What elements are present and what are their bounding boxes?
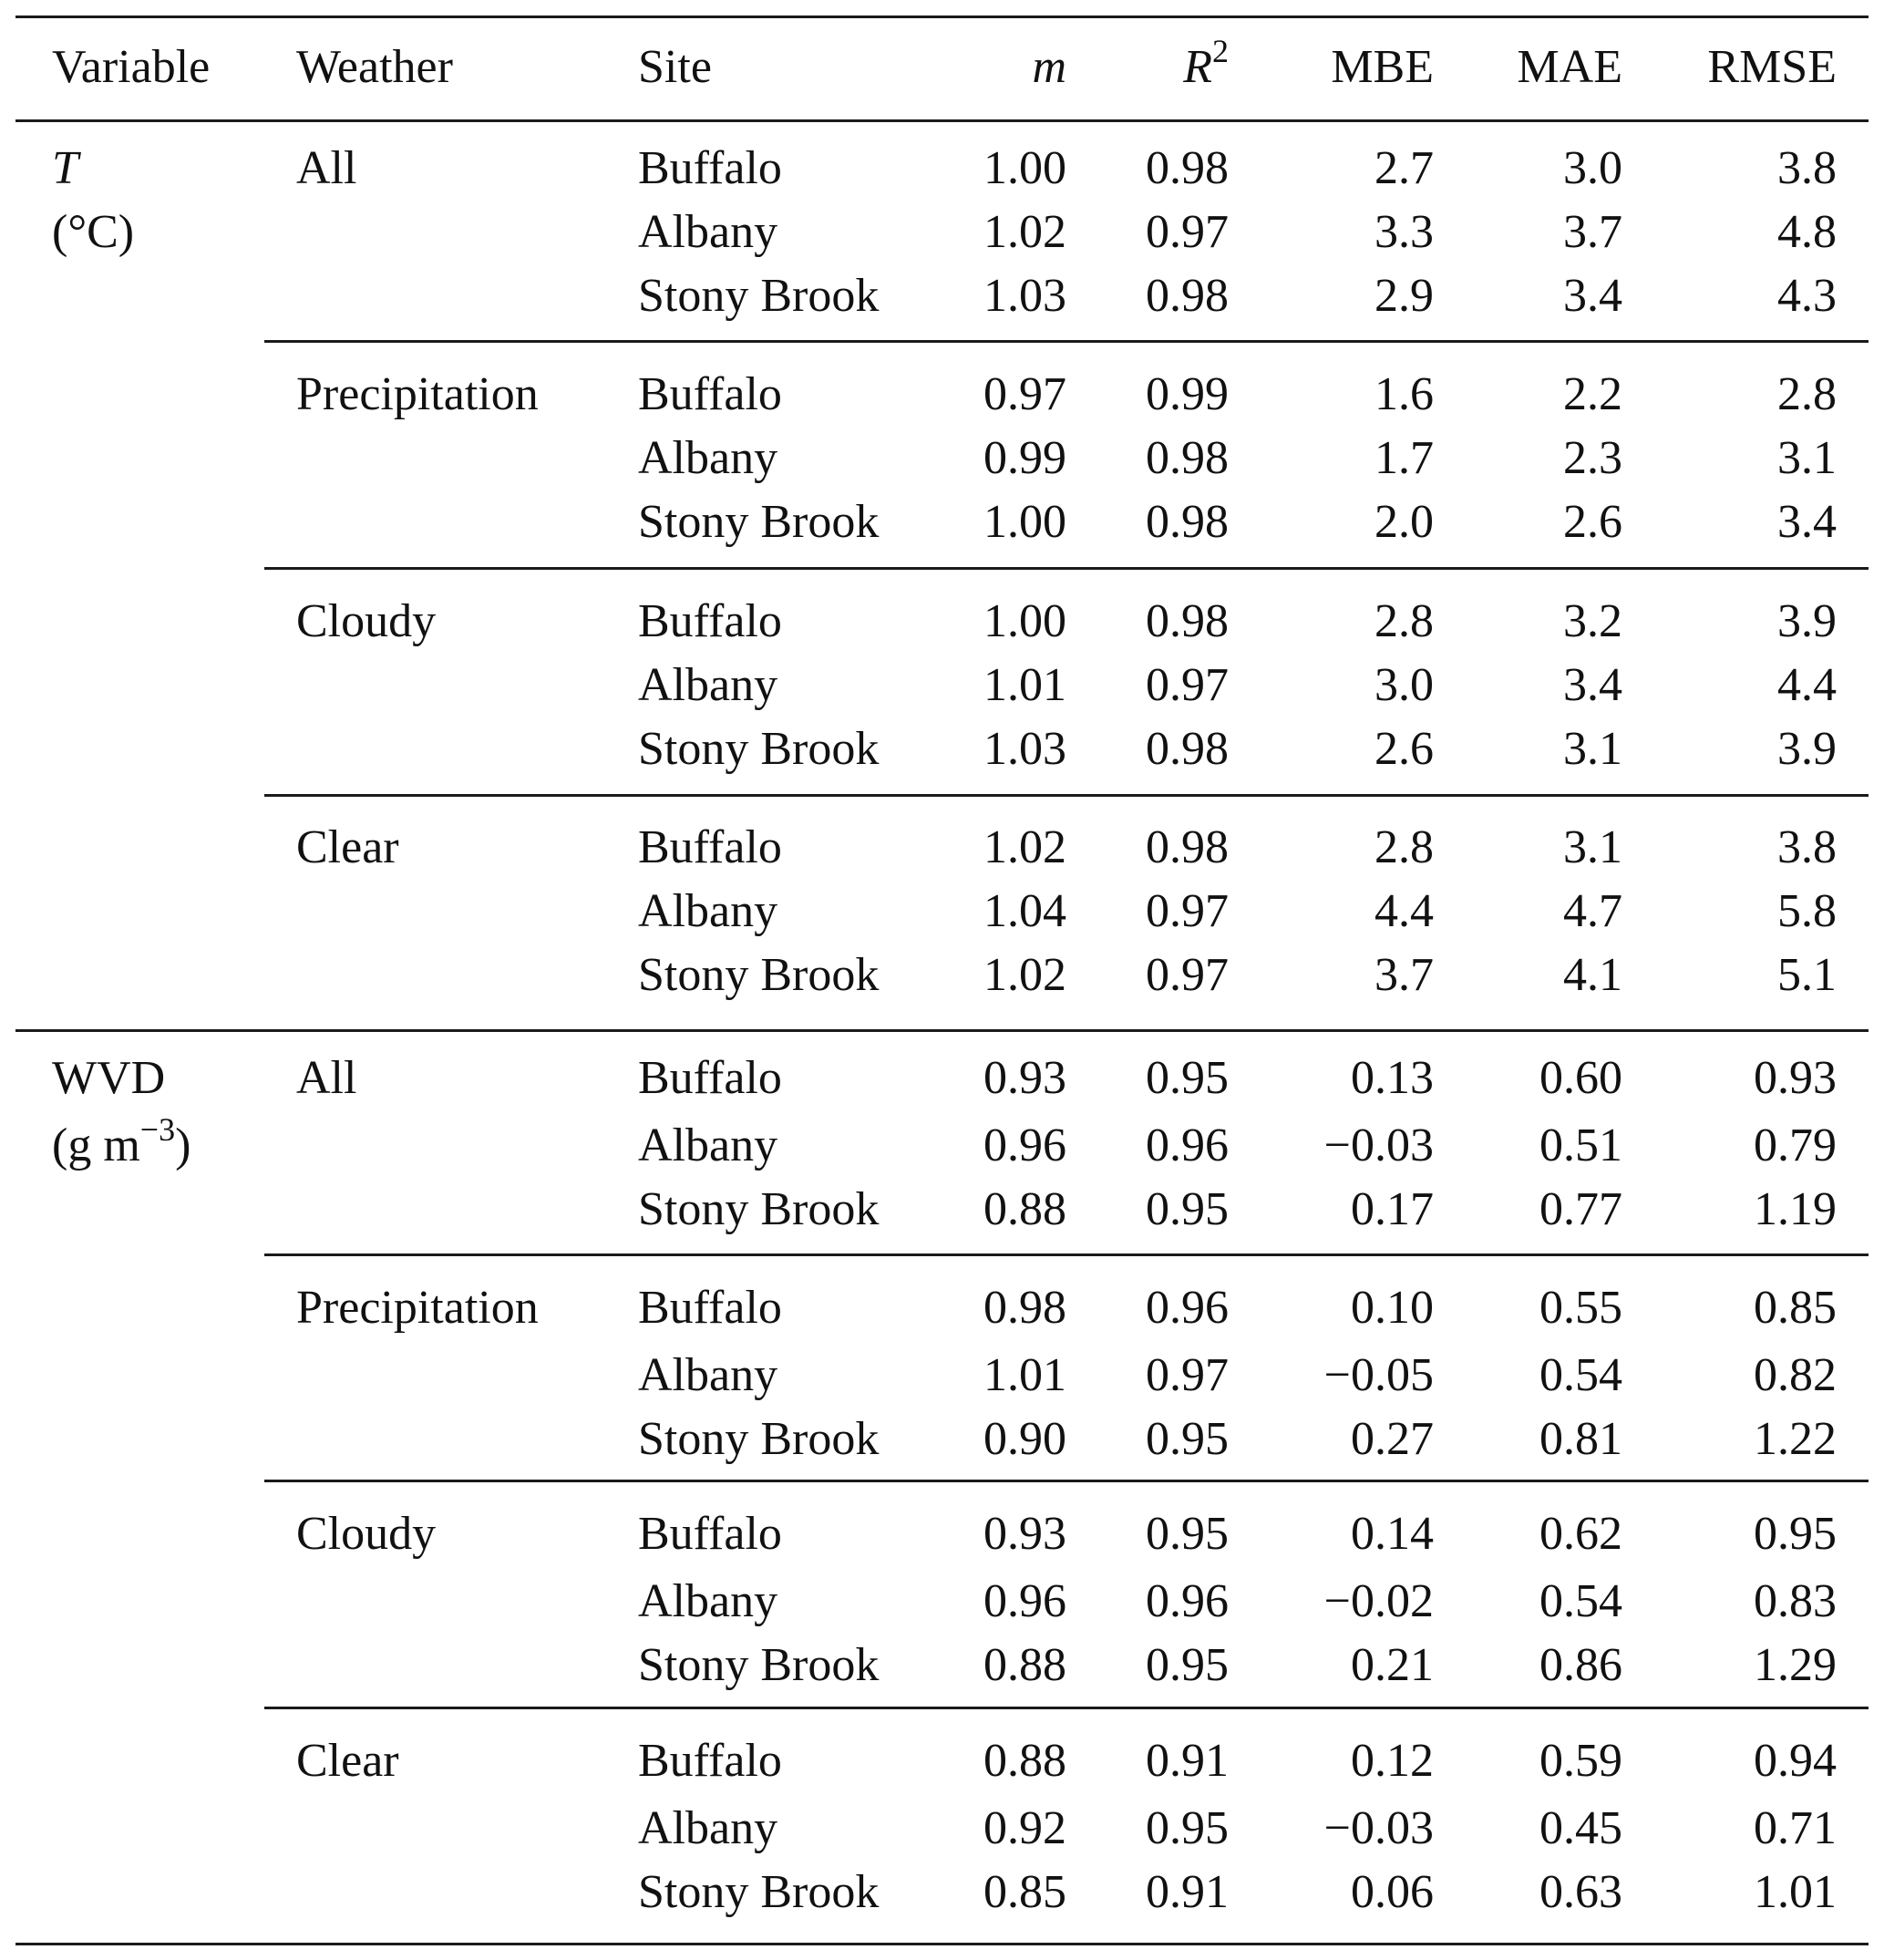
- value-rmse: 0.93: [1754, 1052, 1837, 1104]
- value-mae: 0.59: [1539, 1735, 1622, 1787]
- value-mae: 2.3: [1563, 432, 1622, 484]
- value-mae: 0.86: [1539, 1639, 1622, 1691]
- value-rmse: 3.9: [1777, 723, 1837, 775]
- variable-label: WVD: [52, 1052, 166, 1104]
- value-rmse: 0.79: [1754, 1119, 1837, 1171]
- site-name: Buffalo: [638, 1282, 782, 1334]
- value-m: 0.90: [983, 1413, 1066, 1465]
- value-r2: 0.91: [1146, 1735, 1229, 1787]
- value-mbe: 2.8: [1374, 595, 1434, 647]
- weather-label: Precipitation: [296, 1282, 539, 1334]
- value-rmse: 3.9: [1777, 595, 1837, 647]
- value-r2: 0.95: [1146, 1183, 1229, 1235]
- header-rule: [15, 119, 1869, 122]
- value-m: 1.03: [983, 723, 1066, 775]
- site-name: Buffalo: [638, 595, 782, 647]
- site-name: Albany: [638, 1119, 778, 1171]
- top-rule: [15, 15, 1869, 18]
- value-m: 0.99: [983, 432, 1066, 484]
- value-m: 0.85: [983, 1866, 1066, 1918]
- value-m: 0.97: [983, 368, 1066, 420]
- header-rmse: RMSE: [1707, 41, 1837, 93]
- value-m: 0.88: [983, 1735, 1066, 1787]
- value-mae: 3.1: [1563, 723, 1622, 775]
- value-r2: 0.99: [1146, 368, 1229, 420]
- value-mae: 0.81: [1539, 1413, 1622, 1465]
- group-rule: [264, 794, 1869, 797]
- site-name: Stony Brook: [638, 1183, 880, 1235]
- value-r2: 0.95: [1146, 1508, 1229, 1560]
- value-mbe: 3.7: [1374, 949, 1434, 1001]
- value-r2: 0.98: [1146, 270, 1229, 322]
- value-r2: 0.98: [1146, 496, 1229, 548]
- value-mbe: 2.6: [1374, 723, 1434, 775]
- value-mae: 0.45: [1539, 1802, 1622, 1854]
- weather-label: All: [296, 1052, 357, 1104]
- value-rmse: 3.1: [1777, 432, 1837, 484]
- value-mbe: 0.17: [1351, 1183, 1434, 1235]
- site-name: Stony Brook: [638, 270, 880, 322]
- value-r2: 0.97: [1146, 659, 1229, 711]
- site-name: Albany: [638, 432, 778, 484]
- value-mae: 0.54: [1539, 1575, 1622, 1627]
- value-mbe: 1.6: [1374, 368, 1434, 420]
- value-mbe: 3.0: [1374, 659, 1434, 711]
- value-rmse: 0.83: [1754, 1575, 1837, 1627]
- value-rmse: 5.8: [1777, 885, 1837, 937]
- value-mae: 2.2: [1563, 368, 1622, 420]
- value-mbe: 0.06: [1351, 1866, 1434, 1918]
- value-rmse: 1.19: [1754, 1183, 1837, 1235]
- value-rmse: 4.8: [1777, 206, 1837, 258]
- weather-label: Clear: [296, 821, 399, 873]
- value-m: 1.00: [983, 142, 1066, 194]
- header-mbe: MBE: [1331, 41, 1434, 93]
- value-mbe: 0.10: [1351, 1282, 1434, 1334]
- variable-unit: [52, 1111, 191, 1177]
- site-name: Buffalo: [638, 821, 782, 873]
- value-m: 1.02: [983, 821, 1066, 873]
- value-r2: 0.98: [1146, 432, 1229, 484]
- value-mae: 3.2: [1563, 595, 1622, 647]
- header-r2: [1183, 33, 1229, 98]
- section-rule: [15, 1029, 1869, 1032]
- value-r2: 0.95: [1146, 1639, 1229, 1691]
- site-name: Buffalo: [638, 1735, 782, 1787]
- weather-label: Cloudy: [296, 1508, 437, 1560]
- value-mbe: −0.03: [1323, 1802, 1434, 1854]
- value-mbe: 0.13: [1351, 1052, 1434, 1104]
- value-rmse: 3.8: [1777, 821, 1837, 873]
- weather-label: All: [296, 142, 357, 194]
- value-mae: 4.7: [1563, 885, 1622, 937]
- value-r2: 0.96: [1146, 1575, 1229, 1627]
- value-r2: 0.98: [1146, 723, 1229, 775]
- value-mbe: 0.14: [1351, 1508, 1434, 1560]
- header-r2-sup: 2: [1212, 33, 1229, 69]
- value-m: 1.02: [983, 206, 1066, 258]
- value-mae: 3.4: [1563, 659, 1622, 711]
- value-mae: 0.54: [1539, 1349, 1622, 1401]
- group-rule: [264, 1480, 1869, 1482]
- unit-exponent: −3: [139, 1111, 176, 1148]
- value-mae: 2.6: [1563, 496, 1622, 548]
- value-mae: 3.1: [1563, 821, 1622, 873]
- value-mbe: 2.0: [1374, 496, 1434, 548]
- site-name: Stony Brook: [638, 949, 880, 1001]
- value-m: 1.01: [983, 1349, 1066, 1401]
- value-mbe: 3.3: [1374, 206, 1434, 258]
- value-mbe: 2.9: [1374, 270, 1434, 322]
- site-name: Albany: [638, 1349, 778, 1401]
- header-m: [1032, 40, 1066, 95]
- value-rmse: 0.85: [1754, 1282, 1837, 1334]
- site-name: Albany: [638, 206, 778, 258]
- value-m: 1.00: [983, 595, 1066, 647]
- unit-close: ): [175, 1119, 191, 1171]
- value-mae: 3.4: [1563, 270, 1622, 322]
- value-mbe: −0.05: [1323, 1349, 1434, 1401]
- value-rmse: 1.22: [1754, 1413, 1837, 1465]
- value-mbe: 1.7: [1374, 432, 1434, 484]
- value-mbe: 0.12: [1351, 1735, 1434, 1787]
- value-mae: 0.62: [1539, 1508, 1622, 1560]
- value-r2: 0.97: [1146, 206, 1229, 258]
- variable-label: [52, 141, 78, 196]
- value-mae: 4.1: [1563, 949, 1622, 1001]
- value-mbe: −0.03: [1323, 1119, 1434, 1171]
- site-name: Albany: [638, 885, 778, 937]
- header-m-label: m: [1032, 41, 1066, 93]
- value-mbe: 4.4: [1374, 885, 1434, 937]
- value-rmse: 0.82: [1754, 1349, 1837, 1401]
- site-name: Stony Brook: [638, 1413, 880, 1465]
- value-mae: 0.60: [1539, 1052, 1622, 1104]
- value-r2: 0.98: [1146, 821, 1229, 873]
- value-m: 0.98: [983, 1282, 1066, 1334]
- site-name: Stony Brook: [638, 496, 880, 548]
- site-name: Albany: [638, 659, 778, 711]
- header-weather: Weather: [296, 41, 453, 93]
- value-mbe: 0.21: [1351, 1639, 1434, 1691]
- variable-symbol: T: [52, 142, 78, 194]
- header-site: Site: [638, 41, 712, 93]
- site-name: Albany: [638, 1802, 778, 1854]
- value-r2: 0.96: [1146, 1119, 1229, 1171]
- value-rmse: 3.8: [1777, 142, 1837, 194]
- value-rmse: 2.8: [1777, 368, 1837, 420]
- value-mae: 0.55: [1539, 1282, 1622, 1334]
- value-rmse: 0.95: [1754, 1508, 1837, 1560]
- value-r2: 0.98: [1146, 142, 1229, 194]
- variable-unit: (°C): [52, 206, 135, 258]
- value-rmse: 1.01: [1754, 1866, 1837, 1918]
- value-mae: 0.51: [1539, 1119, 1622, 1171]
- value-m: 1.00: [983, 496, 1066, 548]
- value-r2: 0.97: [1146, 885, 1229, 937]
- site-name: Stony Brook: [638, 1639, 880, 1691]
- value-m: 1.04: [983, 885, 1066, 937]
- value-rmse: 4.4: [1777, 659, 1837, 711]
- site-name: Albany: [638, 1575, 778, 1627]
- value-r2: 0.95: [1146, 1802, 1229, 1854]
- site-name: Stony Brook: [638, 1866, 880, 1918]
- unit-base: (g m: [52, 1119, 140, 1171]
- value-m: 1.03: [983, 270, 1066, 322]
- weather-label: Precipitation: [296, 368, 539, 420]
- value-rmse: 0.71: [1754, 1802, 1837, 1854]
- value-mae: 0.63: [1539, 1866, 1622, 1918]
- site-name: Buffalo: [638, 1052, 782, 1104]
- value-mbe: 0.27: [1351, 1413, 1434, 1465]
- value-r2: 0.91: [1146, 1866, 1229, 1918]
- header-variable: Variable: [52, 41, 211, 93]
- value-mae: 3.0: [1563, 142, 1622, 194]
- site-name: Buffalo: [638, 1508, 782, 1560]
- value-r2: 0.95: [1146, 1052, 1229, 1104]
- value-rmse: 4.3: [1777, 270, 1837, 322]
- value-m: 0.92: [983, 1802, 1066, 1854]
- value-mbe: 2.7: [1374, 142, 1434, 194]
- value-mae: 3.7: [1563, 206, 1622, 258]
- value-m: 1.01: [983, 659, 1066, 711]
- site-name: Buffalo: [638, 142, 782, 194]
- value-m: 0.96: [983, 1575, 1066, 1627]
- group-rule: [264, 567, 1869, 570]
- group-rule: [264, 1253, 1869, 1256]
- site-name: Buffalo: [638, 368, 782, 420]
- value-r2: 0.96: [1146, 1282, 1229, 1334]
- section-rule: [15, 1943, 1869, 1945]
- value-m: 0.88: [983, 1639, 1066, 1691]
- header-mae: MAE: [1517, 41, 1622, 93]
- value-mbe: −0.02: [1323, 1575, 1434, 1627]
- value-m: 0.93: [983, 1052, 1066, 1104]
- value-rmse: 0.94: [1754, 1735, 1837, 1787]
- value-r2: 0.95: [1146, 1413, 1229, 1465]
- value-mae: 0.77: [1539, 1183, 1622, 1235]
- site-name: Stony Brook: [638, 723, 880, 775]
- value-r2: 0.98: [1146, 595, 1229, 647]
- weather-label: Cloudy: [296, 595, 437, 647]
- weather-label: Clear: [296, 1735, 399, 1787]
- value-m: 0.88: [983, 1183, 1066, 1235]
- value-r2: 0.97: [1146, 949, 1229, 1001]
- value-r2: 0.97: [1146, 1349, 1229, 1401]
- group-rule: [264, 340, 1869, 343]
- header-r2-base: R: [1183, 41, 1212, 93]
- value-m: 0.93: [983, 1508, 1066, 1560]
- value-m: 0.96: [983, 1119, 1066, 1171]
- value-rmse: 3.4: [1777, 496, 1837, 548]
- group-rule: [264, 1707, 1869, 1709]
- value-rmse: 5.1: [1777, 949, 1837, 1001]
- value-m: 1.02: [983, 949, 1066, 1001]
- value-rmse: 1.29: [1754, 1639, 1837, 1691]
- value-mbe: 2.8: [1374, 821, 1434, 873]
